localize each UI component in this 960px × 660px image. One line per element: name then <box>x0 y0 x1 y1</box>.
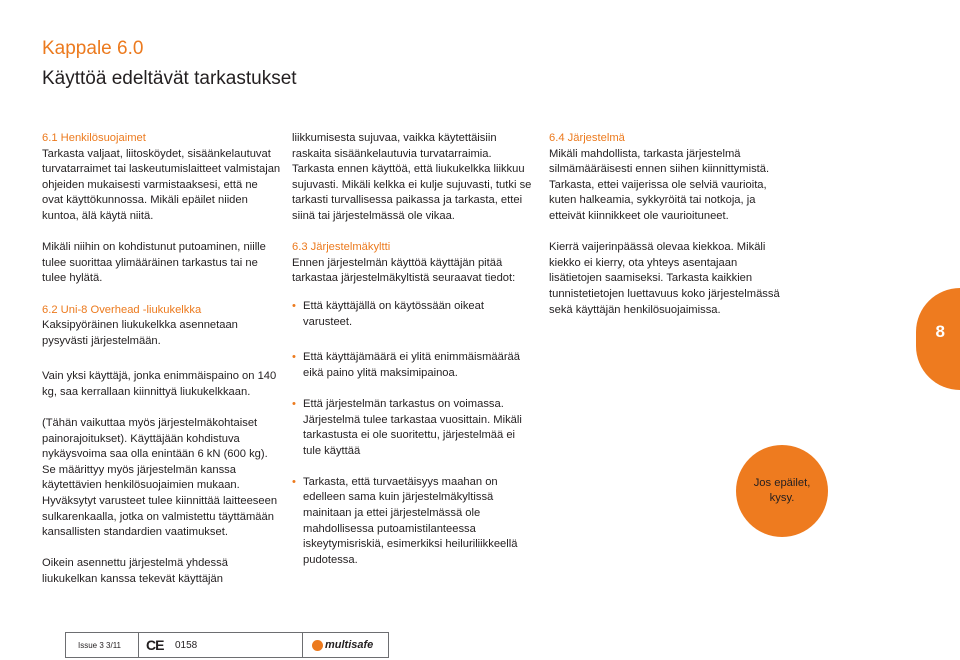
warning-badge <box>736 445 828 537</box>
brand-name: multisafe <box>325 639 374 651</box>
list-item: • Tarkasta, että turvaetäisyys maahan on edelleen sama kuin järjestelmäkyltissä mainitaan ja ettei järjestelmässä ole mahdollisessa putoamistilanteessa iskeytymisriskiä, esimerkiksi heiluriliikkeellä pudotessa. <box>292 475 532 569</box>
section-text: Kaksipyöräinen liukukelkka asennetaan pysyvästi järjestelmään. <box>42 319 238 347</box>
section-text: Mikäli niihin on kohdistunut putoaminen, niille tulee suorittaa ylimääräinen tarkastus tai ne tulee hylätä. <box>42 241 266 285</box>
warning-text: Jos epäilet, kysy. <box>753 477 811 504</box>
footer <box>65 632 389 658</box>
section-text: Oikein asennettu järjestelmä yhdessä liukukelkan kanssa tekevät käyttäjän <box>42 557 228 586</box>
section-text: (Tähän vaikuttaa myös järjestelmäkohtaiset painorajoitukset). Käyttäjään kohdistuva nykäysvoima saa olla enintään 6 kN (600 kg). Se määrittyy myös järjestelmän kanssa käytettävien henkilösuojaimien mukaan. Hyväksytyt varusteet tulee kiinnittää laitteeseen sulkarenkaalla, jotka on valmistettu täyttämään kansallisten standardien vaatimukset. <box>42 417 278 539</box>
list-item: • Että käyttäjällä on käytössään oikeat varusteet. <box>292 299 532 330</box>
page-number: 8 <box>935 322 945 341</box>
section-heading-6-2: 6.2 Uni-8 Overhead -liukukelkka <box>42 303 202 316</box>
ce-code: 0158 <box>175 639 198 651</box>
section-text: Mikäli mahdollista, tarkasta järjestelmä silmämääräisesti ennen siihen kiinnittymistä. Tarkasta, ettei vaijerissa ole selviä vaurioita, kuten halkeamia, sykkyröitä tai notkoja, ja etteivät kiinnikkeet ole vaurioituneet. <box>549 147 770 222</box>
section-text: Vain yksi käyttäjä, jonka enimmäispaino on 140 kg, saa kerrallaan kiinnittyä liukukelkkaan. <box>42 370 277 398</box>
brand-mark-icon <box>312 640 323 651</box>
column-middle <box>292 131 532 568</box>
list-item: • Että järjestelmän tarkastus on voimassa. Järjestelmä tulee tarkastaa vuosittain. Mikäli tarkastusta ei ole suoritettu, järjestelmää ei tule käyttää <box>292 397 532 459</box>
section-text: Tarkasta valjaat, liitosköydet, sisäänkelautuvat turvatarraimet tai laskeutumislaitteet valmistajan ohjeiden mukaisesti varmistaaksesi, että ne ovat käyttökunnossa. Mikäli epäilet niiden kuntoa, älä käytä niitä. <box>42 147 281 222</box>
section-heading-6-4: 6.4 Järjestelmä <box>549 132 625 144</box>
issue-label: Issue 3 3/11 <box>78 640 121 650</box>
ce-mark-icon: CE <box>146 637 164 653</box>
section-heading-6-3: 6.3 Järjestelmäkyltti <box>292 241 391 254</box>
column-left <box>42 131 282 588</box>
column-right <box>549 131 789 318</box>
section-text: liikkumisesta sujuvaa, vaikka käytettäisiin raskaita sisäänkelautuvia turvatarraimia. Tarkasta ennen käyttöä, että liukukelkka liikkuu sujuvasti. Mikäli kelkka ei kulje sujuvasti, tutki se tarkasti turvallisessa paikassa ja tarkasta, ettei siinä tai järjestelmässä ole vikaa. <box>292 132 532 222</box>
section-text: Ennen järjestelmän käyttöä käyttäjän pitää tarkastaa järjestelmäkyltistä seuraavat tiedot: <box>292 256 516 285</box>
list-item: • Että käyttäjämäärä ei ylitä enimmäismäärää eikä paino ylitä maksimipainoa. <box>292 350 532 381</box>
chapter-title: Kappale 6.0 <box>42 38 144 59</box>
section-text: Kierrä vaijerinpäässä olevaa kiekkoa. Mikäli kiekko ei kierry, ota yhteys asentajaan lisätietojen saamiseksi. Tarkasta kaikkien tunnistetietojen luettavuus koko järjestelmässä sekä käyttäjän henkilösuojaimissa. <box>549 241 780 316</box>
brand-logo <box>312 633 373 657</box>
section-heading-6-1: 6.1 Henkilösuojaimet <box>42 132 146 144</box>
page-title: Käyttöä edeltävät tarkastukset <box>42 68 297 89</box>
